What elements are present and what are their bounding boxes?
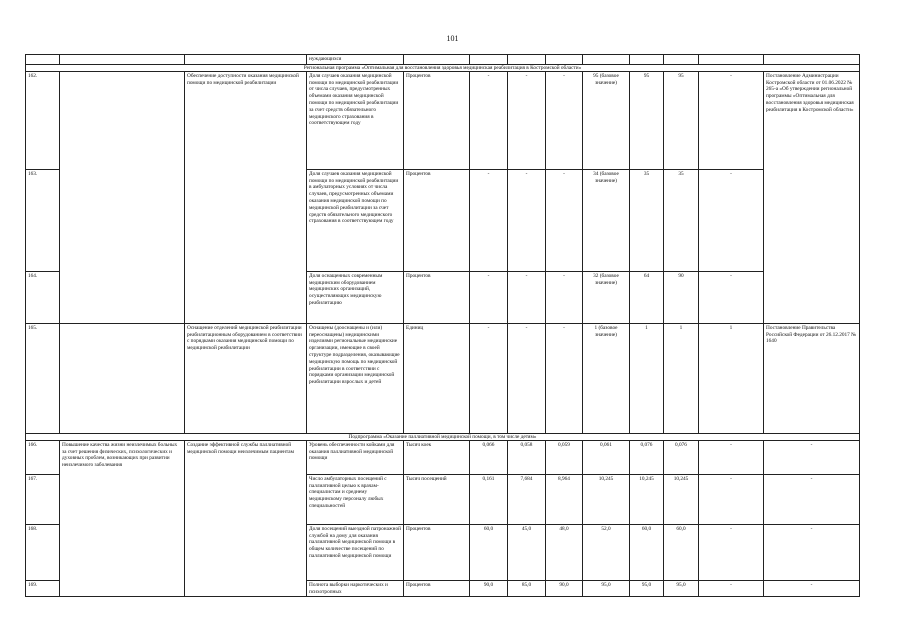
- row-number: 169.: [26, 580, 60, 597]
- value-cell: 7,684: [508, 474, 546, 524]
- value-cell: 95,0: [630, 580, 664, 597]
- value-cell: -: [699, 271, 764, 323]
- value-cell: 0,076: [664, 440, 699, 474]
- unit-cell: Процентов: [404, 271, 470, 323]
- indicator-cell: Уровень обеспеченности койками для оказания паллиативной медицинской помощи: [307, 440, 404, 474]
- value-cell: 35: [630, 169, 664, 271]
- table-row: [26, 71, 860, 169]
- indicator-cell: Число амбулаторных посещений с паллиативной целью к врачам-специалистам и среднему медицинскому персоналу любых специальностей: [307, 474, 404, 524]
- unit-cell: Единиц: [404, 323, 470, 433]
- value-cell: 95,0: [583, 580, 630, 597]
- value-cell: -: [508, 169, 546, 271]
- value-cell: -: [699, 580, 764, 597]
- row-number: 168.: [26, 524, 60, 580]
- value-cell: 0,058: [508, 440, 546, 474]
- unit-cell: Процентов: [404, 580, 470, 597]
- value-cell: -: [546, 169, 583, 271]
- indicator-cell: Доля посещений выездной патронажной службой на дому для оказания паллиативной медицинской помощи в общем количестве посещений по паллиативной медицинской помощи: [307, 524, 404, 580]
- value-cell: 60,0: [664, 524, 699, 580]
- value-cell: 8,964: [546, 474, 583, 524]
- value-cell: 95 (базовое значение): [583, 71, 630, 169]
- value-cell: 10,245: [583, 474, 630, 524]
- value-cell: 64: [630, 271, 664, 323]
- value-cell: 35: [664, 169, 699, 271]
- value-cell: -: [470, 71, 508, 169]
- indicator-cell: Доля случаев оказания медицинской помощи по медицинской реабилитации от числа случаев, предусмотренных объемами оказания медицинской помощи по медицинской реабилитации за счет средств обязательного медицинского страхования в соответствующем году: [307, 71, 404, 169]
- value-cell: 1: [699, 323, 764, 433]
- unit-cell: Тысяч посещений: [404, 474, 470, 524]
- row-number: 166.: [26, 440, 60, 474]
- basis-cell: Постановление Администрации Костромской области от 01.06.2022 № 265-а «Об утверждении региональной программы «Оптимальная для восстановления здоровья медицинская реабилитация в Костромской области»: [764, 71, 860, 323]
- value-cell: 90,0: [470, 580, 508, 597]
- table-row: [26, 323, 860, 433]
- continued-header-cell: нуждающихся: [307, 55, 404, 65]
- value-cell: 85,0: [508, 580, 546, 597]
- regional-program-title: Региональная программа «Оптимальная для восстановления здоровья медицинская реабилитация в Костромской области»: [26, 64, 860, 71]
- indicators-table: [25, 54, 860, 597]
- value-cell: 60,0: [470, 524, 508, 580]
- value-cell: -: [508, 271, 546, 323]
- basis-cell: -: [764, 474, 860, 524]
- unit-cell: Тысяч коек: [404, 440, 470, 474]
- table-row: [26, 440, 860, 474]
- value-cell: 1: [630, 323, 664, 433]
- unit-cell: Процентов: [404, 169, 470, 271]
- regional-program-row: [26, 64, 860, 71]
- value-cell: 10,245: [664, 474, 699, 524]
- value-cell: 0,161: [470, 474, 508, 524]
- value-cell: -: [699, 169, 764, 271]
- value-cell: -: [699, 524, 764, 580]
- value-cell: 60,0: [630, 524, 664, 580]
- measure-cell: Обеспечение доступности оказания медицинской помощи по медицинской реабилитации: [185, 71, 307, 323]
- value-cell: -: [470, 323, 508, 433]
- row-number: 163.: [26, 169, 60, 271]
- row-number: 164.: [26, 271, 60, 323]
- row-number: 165.: [26, 323, 60, 433]
- row-number: 167.: [26, 474, 60, 524]
- task-cell: [60, 71, 185, 323]
- value-cell: -: [508, 71, 546, 169]
- indicator-cell: Оснащены (дооснащены и (или) переоснащены) медицинскими изделиями региональные медицинские организации, имеющие в своей структуре подразделения, оказывающие медицинскую помощь по медицинской реабилитации в соответствии с порядками организации медицинской реабилитации взрослых и детей: [307, 323, 404, 433]
- value-cell: 95,0: [664, 580, 699, 597]
- basis-cell: -: [764, 440, 860, 474]
- value-cell: 48,0: [546, 524, 583, 580]
- value-cell: -: [470, 271, 508, 323]
- value-cell: -: [699, 440, 764, 474]
- indicator-cell: Доля оснащенных современным медицинским оборудованием медицинских организаций, осуществляющих медицинскую реабилитацию: [307, 271, 404, 323]
- value-cell: -: [508, 323, 546, 433]
- value-cell: 0,061: [583, 440, 630, 474]
- measure-cell: Создание эффективной службы паллиативной медицинской помощи неизлечимым пациентам: [185, 440, 307, 597]
- value-cell: 1 (базовое значение): [583, 323, 630, 433]
- value-cell: 90,0: [546, 580, 583, 597]
- value-cell: 1: [664, 323, 699, 433]
- value-cell: -: [699, 71, 764, 169]
- row-number: 162.: [26, 71, 60, 169]
- value-cell: -: [546, 71, 583, 169]
- measure-cell: Оснащение отделений медицинской реабилитации реабилитационным оборудованием в соответствии с порядками оказания медицинской помощи по медицинской реабилитации: [185, 323, 307, 433]
- value-cell: 34 (базовое значение): [583, 169, 630, 271]
- unit-cell: Процентов: [404, 524, 470, 580]
- value-cell: 52,0: [583, 524, 630, 580]
- page-number: 101: [446, 34, 459, 43]
- value-cell: 10,245: [630, 474, 664, 524]
- value-cell: 90: [664, 271, 699, 323]
- value-cell: -: [699, 474, 764, 524]
- value-cell: 0,059: [546, 440, 583, 474]
- indicator-cell: Полнота выборки наркотических и психотропных: [307, 580, 404, 597]
- continued-header-row: [26, 55, 860, 65]
- value-cell: 95: [664, 71, 699, 169]
- indicator-cell: Доля случаев оказания медицинской помощи по медицинской реабилитации в амбулаторных условиях от числа случаев, предусмотренных объемами оказания медицинской помощи по медицинской реабилитации за счет средств обязательного медицинского страхования в соответствующем году: [307, 169, 404, 271]
- value-cell: 0,076: [630, 440, 664, 474]
- value-cell: 0,066: [470, 440, 508, 474]
- value-cell: 32 (базовое значение): [583, 271, 630, 323]
- value-cell: 45,0: [508, 524, 546, 580]
- value-cell: 95: [630, 71, 664, 169]
- basis-cell: -: [764, 524, 860, 580]
- subprogram-title: Подпрограмма «Оказание паллиативной медицинской помощи, в том числе детям»: [26, 433, 860, 440]
- value-cell: -: [546, 271, 583, 323]
- task-cell: [60, 323, 185, 433]
- value-cell: -: [470, 169, 508, 271]
- value-cell: -: [546, 323, 583, 433]
- basis-cell: -: [764, 580, 860, 597]
- task-cell: Повышение качества жизни неизлечимых больных за счет решения физических, психологических и духовных проблем, возникающих при развитии неизлечимого заболевания: [60, 440, 185, 597]
- subprogram-row: [26, 433, 860, 440]
- basis-cell: Постановление Правительства Российской Федерации от 26.12.2017 № 1640: [764, 323, 860, 433]
- unit-cell: Процентов: [404, 71, 470, 169]
